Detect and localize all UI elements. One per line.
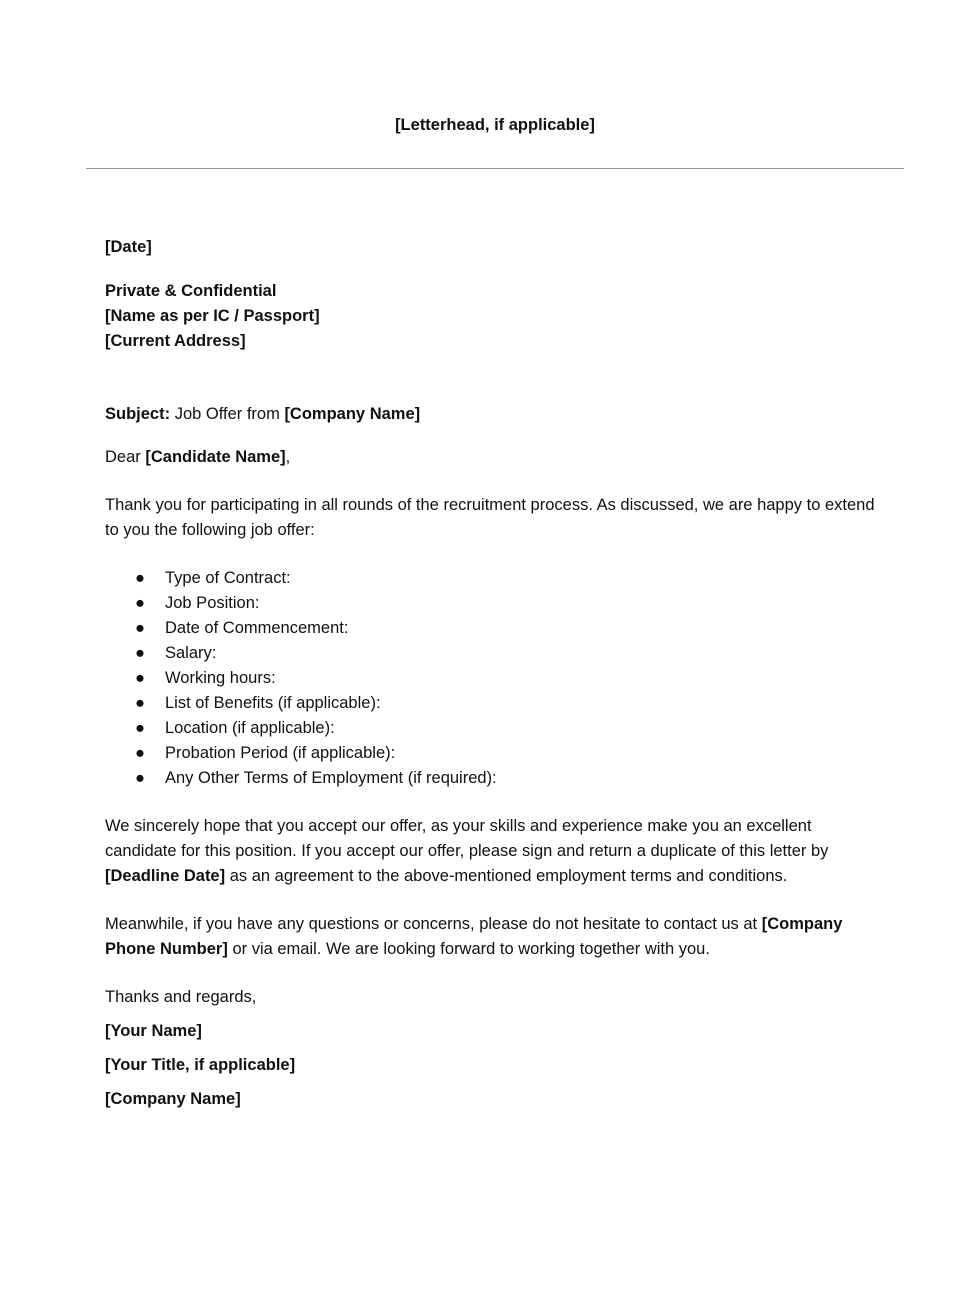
signature-title: [Your Title, if applicable] (105, 1056, 296, 1074)
term-label: Probation Period (if applicable): (165, 744, 396, 762)
list-item (105, 641, 885, 666)
bullet-icon: ● (135, 619, 145, 637)
list-item (105, 766, 885, 791)
offer-terms-list (105, 566, 885, 791)
term-label: Date of Commencement: (165, 619, 349, 637)
confidential-label: Private & Confidential (105, 282, 277, 300)
term-label: Any Other Terms of Employment (if required): (165, 769, 497, 787)
bullet-icon: ● (135, 719, 145, 737)
letter-body (105, 235, 885, 1121)
term-label: Salary: (165, 644, 217, 662)
contact-text-end: or via email. We are looking forward to working together with you. (232, 940, 710, 958)
signature-company: [Company Name] (105, 1090, 241, 1108)
signature-name: [Your Name] (105, 1022, 202, 1040)
list-item (105, 591, 885, 616)
contact-text: Meanwhile, if you have any questions or concerns, please do not hesitate to contact us at (105, 915, 758, 933)
bullet-icon: ● (135, 769, 145, 787)
greeting-comma: , (285, 448, 291, 466)
acceptance-paragraph (105, 814, 885, 889)
list-item (105, 566, 885, 591)
list-item (105, 741, 885, 766)
subject-text: Job Offer from (174, 405, 280, 423)
header-divider (86, 168, 904, 169)
recipient-block (105, 279, 885, 354)
term-label: List of Benefits (if applicable): (165, 694, 381, 712)
recipient-name: [Name as per IC / Passport] (105, 307, 320, 325)
bullet-icon: ● (135, 669, 145, 687)
contact-paragraph (105, 912, 885, 962)
list-item (105, 716, 885, 741)
greeting-dear: Dear (105, 448, 141, 466)
term-label: Working hours: (165, 669, 276, 687)
recipient-address: [Current Address] (105, 332, 246, 350)
deadline-date: [Deadline Date] (105, 867, 226, 885)
term-label: Location (if applicable): (165, 719, 335, 737)
term-label: Type of Contract: (165, 569, 291, 587)
greeting (105, 445, 885, 470)
candidate-name: [Candidate Name] (145, 448, 286, 466)
subject-line (105, 402, 885, 427)
bullet-icon: ● (135, 694, 145, 712)
acceptance-text: We sincerely hope that you accept our offer, as your skills and experience make you an excellent candidate for this position. If you accept our offer, please sign and return a duplicate of this letter by (105, 817, 829, 860)
bullet-icon: ● (135, 744, 145, 762)
list-item (105, 666, 885, 691)
subject-company: [Company Name] (284, 405, 421, 423)
letter-date: [Date] (105, 238, 152, 256)
list-item (105, 616, 885, 641)
bullet-icon: ● (135, 644, 145, 662)
bullet-icon: ● (135, 569, 145, 587)
list-item (105, 691, 885, 716)
closing-line: Thanks and regards, (105, 988, 257, 1006)
intro-paragraph: Thank you for participating in all rounds of the recruitment process. As discussed, we are happy to extend to you the following job offer: (105, 496, 875, 539)
acceptance-text-end: as an agreement to the above-mentioned employment terms and conditions. (229, 867, 788, 885)
bullet-icon: ● (135, 594, 145, 612)
term-label: Job Position: (165, 594, 260, 612)
letterhead: [Letterhead, if applicable] (395, 116, 595, 134)
subject-label: Subject: (105, 405, 171, 423)
company-phone: [Company Phone Number] (105, 915, 843, 958)
